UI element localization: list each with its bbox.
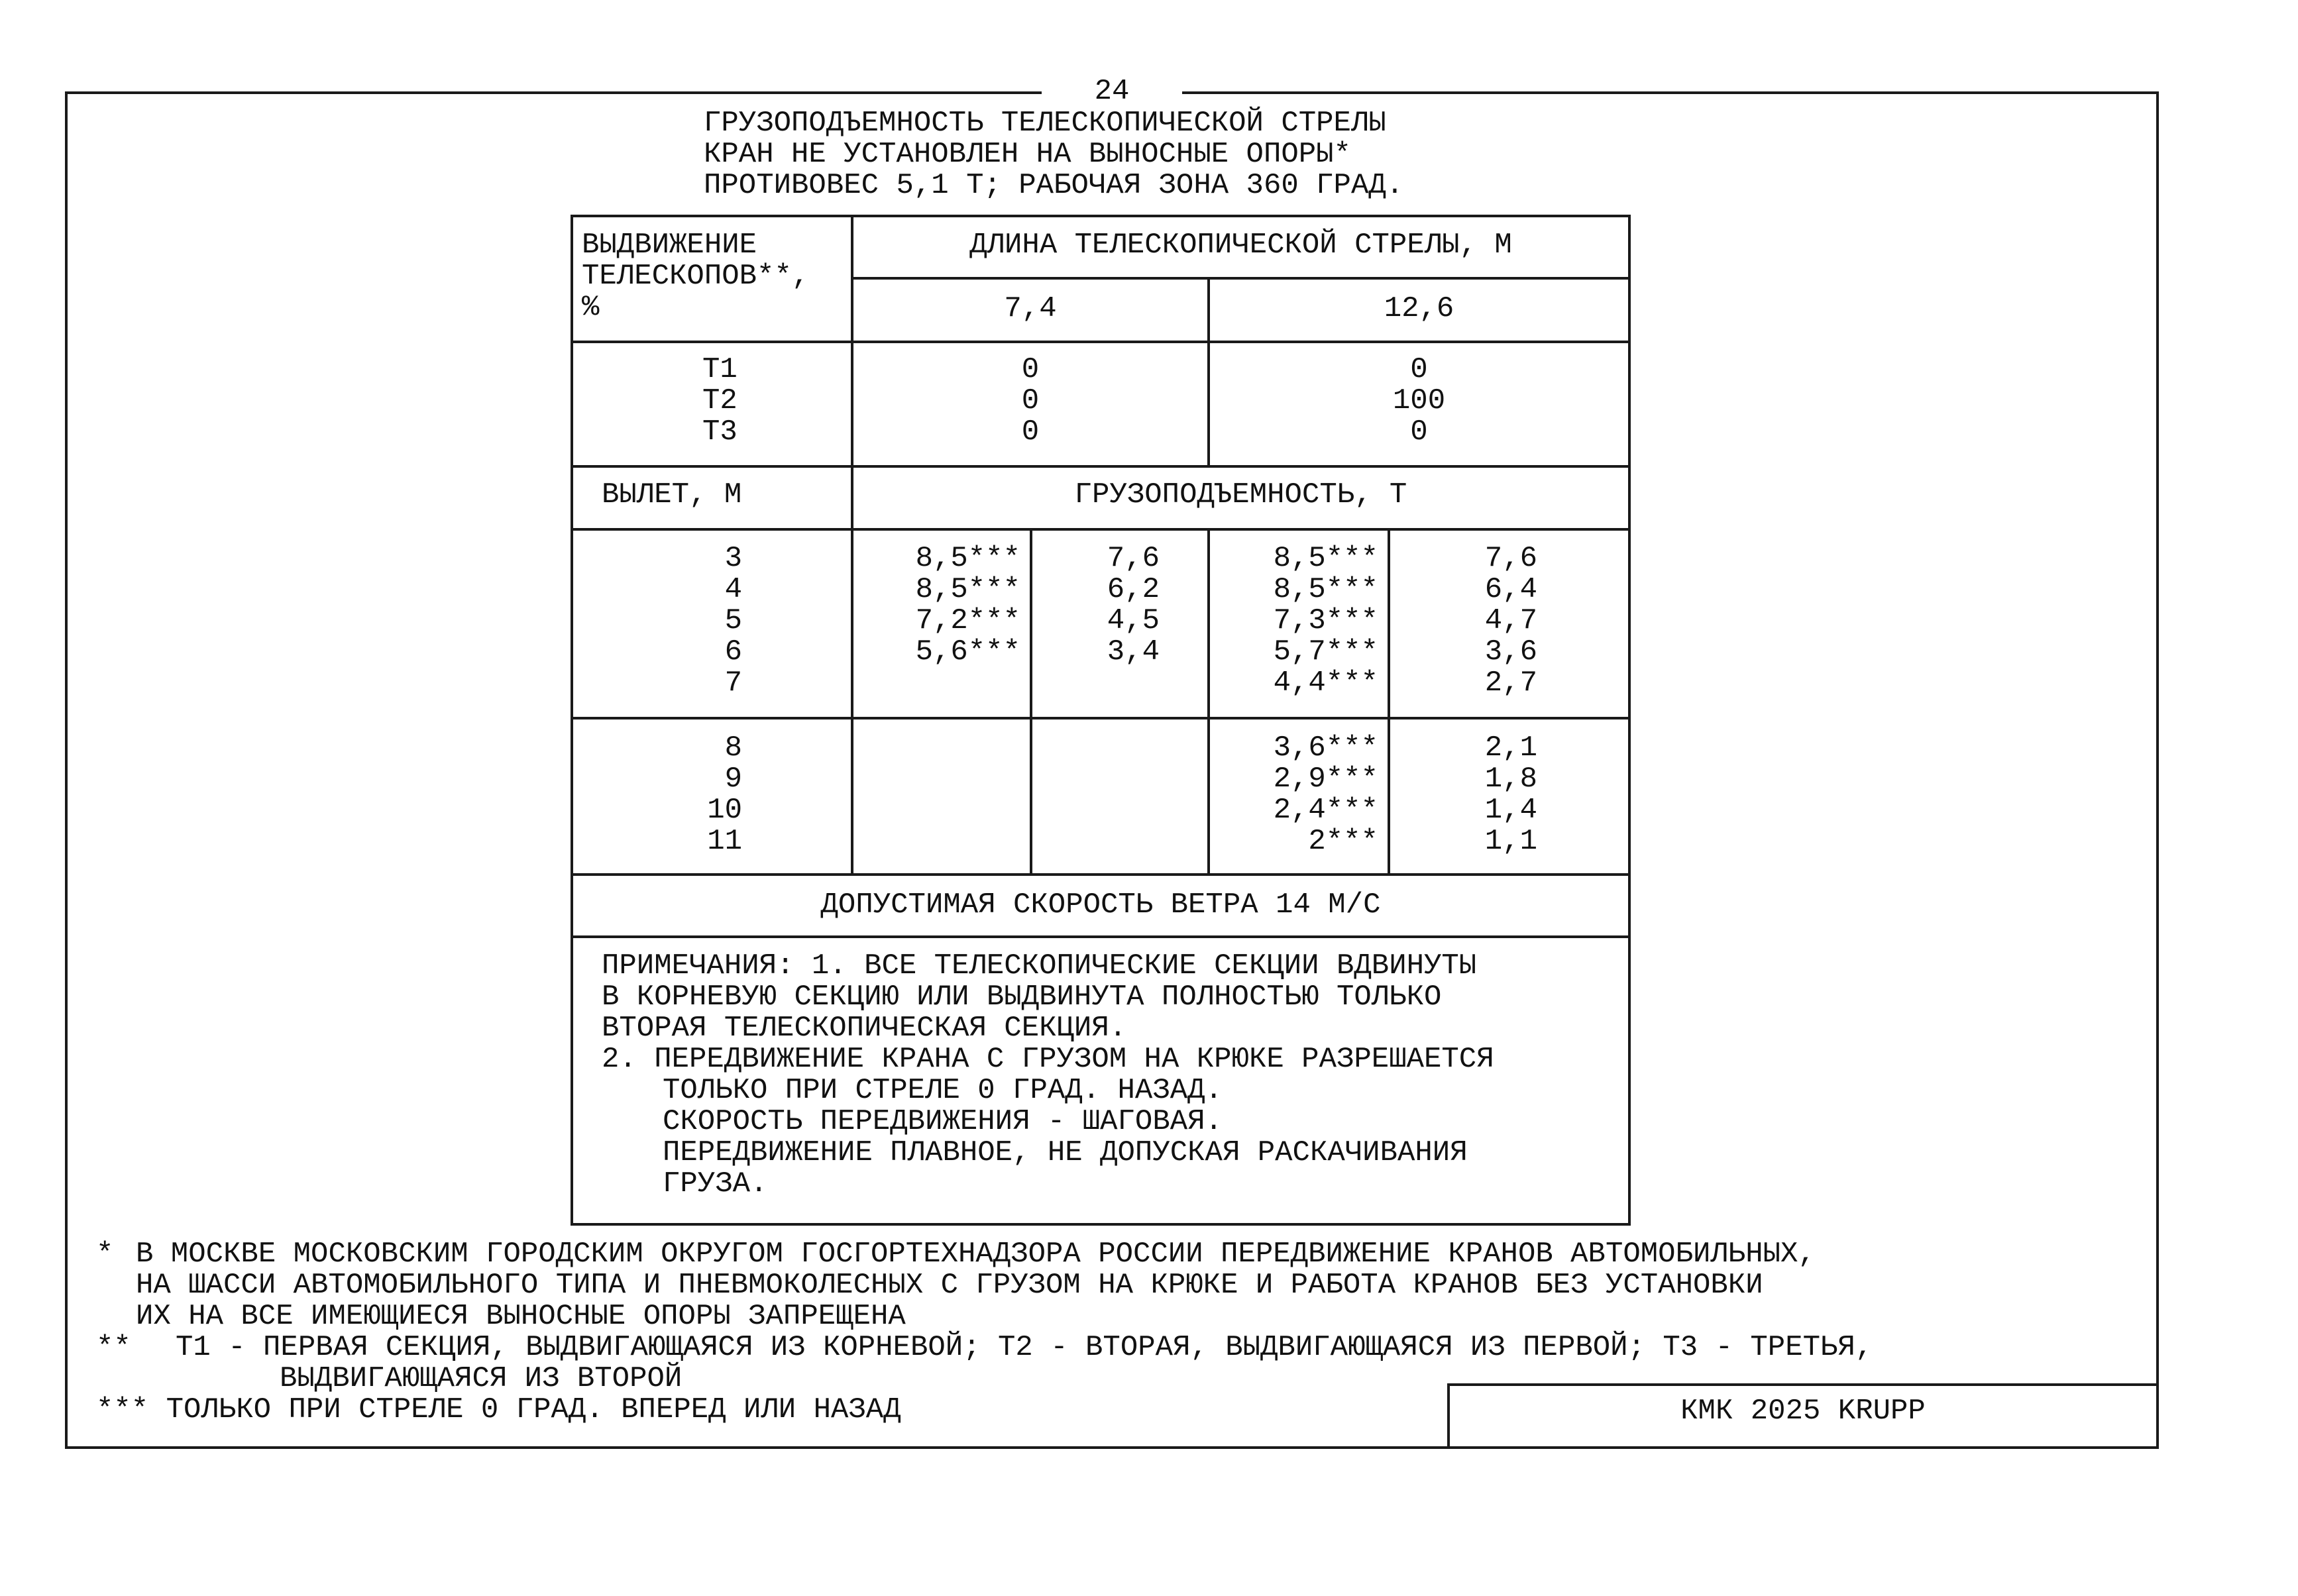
table-border-left: [571, 215, 573, 1226]
notes-item-1: ПРИМЕЧАНИЯ: 1. ВСЕ ТЕЛЕСКОПИЧЕСКИЕ СЕКЦИИ ВДВИНУТЫ В КОРНЕВУЮ СЕКЦИЮ ИЛИ ВЫДВИНУТА ПОЛНОСТЬЮ ТОЛЬКО ВТОРАЯ ТЕЛЕСКОПИЧЕСКАЯ СЕКЦИЯ.: [602, 949, 1477, 1045]
capacity-12-6-col-b-group-2: 2,1 1,8 1,4 1,1: [1484, 731, 1537, 858]
rule-between-groups: [571, 717, 1631, 719]
stamp-text: КМК 2025 KRUPP: [1680, 1395, 1926, 1428]
capacity-12-6-col-a-group-1: 8,5*** 8,5*** 7,3*** 5,7*** 4,4***: [1273, 542, 1378, 700]
header-line-2: КРАН НЕ УСТАНОВЛЕН НА ВЫНОСНЫЕ ОПОРЫ*: [704, 138, 1351, 171]
footnote-3: *** ТОЛЬКО ПРИ СТРЕЛЕ 0 ГРАД. ВПЕРЕД ИЛИ НАЗАД: [96, 1393, 901, 1426]
capacity-12-6-col-b-group-1: 7,6 6,4 4,7 3,6 2,7: [1484, 542, 1537, 700]
radius-header: ВЫЛЕТ, М: [602, 478, 742, 511]
page-number: 24: [1094, 75, 1130, 108]
rule-above-wind: [571, 873, 1631, 876]
frame-bottom: [65, 1446, 2159, 1449]
frame-top-right: [1182, 91, 2159, 94]
notes-item-2-rest: ТОЛЬКО ПРИ СТРЕЛЕ 0 ГРАД. НАЗАД. СКОРОСТЬ ПЕРЕДВИЖЕНИЯ - ШАГОВАЯ. ПЕРЕДВИЖЕНИЕ ПЛАВНОЕ, НЕ ДОПУСКАЯ РАСКАЧИВАНИЯ ГРУЗА.: [663, 1074, 1468, 1200]
footnote-2-text: Т1 - ПЕРВАЯ СЕКЦИЯ, ВЫДВИГАЮЩАЯСЯ ИЗ КОРНЕВОЙ; Т2 - ВТОРАЯ, ВЫДВИГАЮЩАЯСЯ ИЗ ПЕРВОЙ; Т3 - ТРЕТЬЯ,: [176, 1331, 1873, 1364]
rule-under-header: [571, 341, 1631, 343]
vrule-mid-capacity: [1207, 529, 1210, 875]
extension-7-4: 0 0 0: [1021, 353, 1040, 449]
radius-group-2: 8 9 10 11: [707, 731, 742, 858]
table-border-top: [571, 215, 1631, 217]
footnote-2-mark: **: [96, 1331, 131, 1364]
radius-group-1: 3 4 5 6 7: [724, 542, 742, 700]
boom-length-12-6: 12,6: [1384, 292, 1454, 325]
boom-length-header: ДЛИНА ТЕЛЕСКОПИЧЕСКОЙ СТРЕЛЫ, М: [969, 229, 1512, 262]
footnote-2-continuation: ВЫДВИГАЮЩАЯСЯ ИЗ ВТОРОЙ: [280, 1362, 683, 1395]
table-border-right: [1628, 215, 1631, 1226]
frame-right: [2156, 91, 2159, 1449]
wind-speed-note: ДОПУСТИМАЯ СКОРОСТЬ ВЕТРА 14 М/С: [820, 888, 1381, 922]
table-border-bottom: [571, 1223, 1631, 1226]
extension-12-6: 0 100 0: [1392, 353, 1446, 449]
rule-under-capacity-header: [571, 528, 1631, 531]
boom-length-7-4: 7,4: [1004, 292, 1057, 325]
notes-item-2-first-line: 2. ПЕРЕДВИЖЕНИЕ КРАНА С ГРУЗОМ НА КРЮКЕ РАЗРЕШАЕТСЯ: [602, 1043, 1494, 1076]
vrule-7-4-split: [1030, 529, 1032, 875]
capacity-7-4-col-b-group-1: 7,6 6,2 4,5 3,4: [1107, 542, 1160, 668]
capacity-header: ГРУЗОПОДЪЕМНОСТЬ, Т: [1074, 478, 1407, 511]
rule-under-length-title: [851, 277, 1631, 280]
section-labels: Т1 Т2 Т3: [702, 353, 738, 449]
header-line-3: ПРОТИВОВЕС 5,1 Т; РАБОЧАЯ ЗОНА 360 ГРАД.: [704, 169, 1404, 202]
extension-header: ВЫДВИЖЕНИЕ ТЕЛЕСКОПОВ**, %: [582, 229, 810, 324]
rule-above-notes: [571, 935, 1631, 938]
footnote-1-mark: *: [96, 1238, 114, 1271]
frame-left: [65, 91, 68, 1449]
footnote-1-text: В МОСКВЕ МОСКОВСКИМ ГОРОДСКИМ ОКРУГОМ ГОСГОРТЕХНАДЗОРА РОССИИ ПЕРЕДВИЖЕНИЕ КРАНОВ АВТОМОБИЛЬНЫХ, НА ШАССИ АВТОМОБИЛЬНОГО ТИПА И ПНЕВМОКОЛЕСНЫХ С ГРУЗОМ НА КРЮКЕ И РАБОТА КРАНОВ БЕЗ УСТАНОВКИ ИХ НА ВСЕ ИМЕЮЩИЕСЯ ВЫНОСНЫЕ ОПОРЫ ЗАПРЕЩЕНА: [136, 1238, 1816, 1333]
frame-top-left: [65, 91, 1042, 94]
rule-under-sections: [571, 465, 1631, 468]
header-line-1: ГРУЗОПОДЪЕМНОСТЬ ТЕЛЕСКОПИЧЕСКОЙ СТРЕЛЫ: [704, 107, 1386, 140]
vrule-12-6-split: [1388, 529, 1390, 875]
capacity-7-4-col-a-group-1: 8,5*** 8,5*** 7,2*** 5,6***: [915, 542, 1020, 668]
capacity-12-6-col-a-group-2: 3,6*** 2,9*** 2,4*** 2***: [1273, 731, 1378, 858]
stamp-top: [1447, 1383, 2159, 1386]
